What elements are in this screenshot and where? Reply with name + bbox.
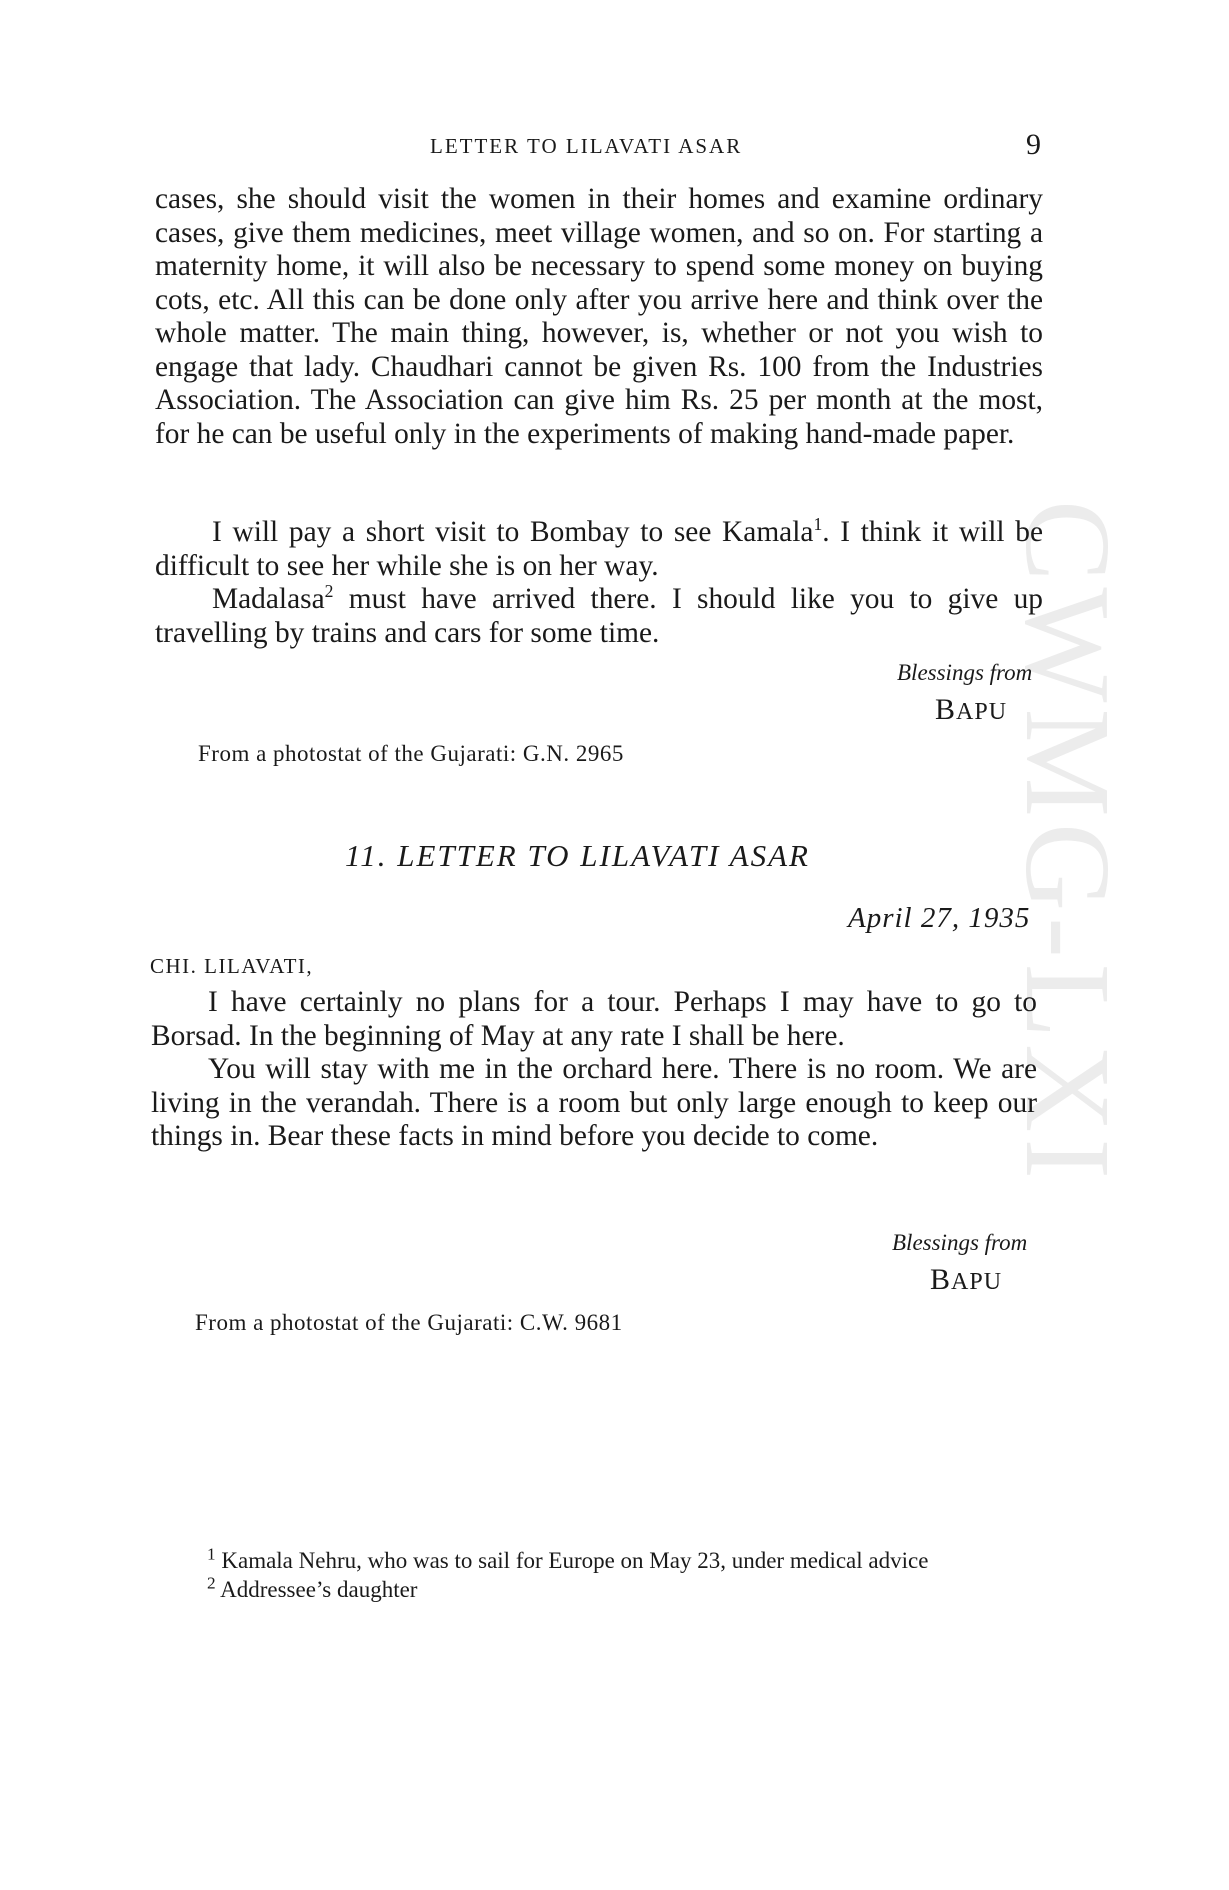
footnote-1 [149,1546,1036,1575]
footnote-text: Kamala Nehru, who was to sail for Europe on May 23, under medical advice [221,1548,929,1573]
letter11-source: From a photostat of the Gujarati: C.W. 9681 [195,1310,623,1335]
footnotes [149,1546,1036,1604]
footnote-marker: 2 [324,581,334,602]
paragraph-text: must have arrived there. I should like you to give up travelling by trains and cars for some time. [155,583,1043,649]
footnote-text: Addressee’s daughter [220,1577,418,1602]
letter11-paragraph-2: You will stay with me in the orchard here. There is no room. We are living in the verandah. There is a room but only large enough to keep our things in. Bear these facts in mind before you decide to come. [151,1053,1037,1152]
letter11-salutation: CHI. LILAVATI, [150,954,314,978]
letter10-body [155,516,1043,650]
letter10-signature [935,693,1007,727]
letter10-source: From a photostat of the Gujarati: G.N. 2965 [198,741,624,766]
paragraph-text: cases, she should visit the women in their homes and examine ordinary cases, give them medicines, meet village women, and so on. For starting a maternity home, it will also be necessary to spend some money on buying cots, etc. All this can be done only after you arrive here and think over the whole matter. The main thing, however, is, whether or not you wish to engage that lady. Chaudhari cannot be given Rs. 100 from the Industries Association. The Association can give him Rs. 25 per month at the most, for he can be useful only in the experiments of making hand-made paper. [155,183,1043,450]
letter11-date: April 27, 1935 [848,902,1031,934]
footnote-number: 2 [207,1573,216,1593]
footnote-2 [149,1575,1036,1604]
signature-initial: B [930,1263,952,1296]
letter10-paragraph-1 [155,183,1043,451]
letter10-paragraph-2 [155,516,1043,583]
paragraph-text: I will pay a short visit to Bombay to see Kamala [212,516,814,548]
paragraph-text: . I think it will be difficult to see her while she is on her way. [155,516,1043,582]
letter11-blessings: Blessings from [892,1230,1028,1255]
running-title: LETTER TO LILAVATI ASAR [430,134,743,158]
letter11-paragraph-1: I have certainly no plans for a tour. Perhaps I may have to go to Borsad. In the beginning of May at any rate I shall be here. [151,986,1037,1052]
letter11-body [151,986,1037,1154]
signature-rest: APU [956,699,1008,725]
letter10-paragraph-3 [155,583,1043,650]
letter11-signature [930,1263,1002,1297]
page-number: 9 [1026,128,1041,161]
footnote-number: 1 [207,1544,216,1564]
watermark: CWMG-LXI [1000,500,1135,1185]
signature-initial: B [935,693,957,726]
letter10-blessings: Blessings from [897,660,1033,685]
footnote-marker: 1 [813,514,823,535]
signature-rest: APU [951,1269,1003,1295]
paragraph-text: Madalasa [212,583,325,615]
letter11-heading: 11. LETTER TO LILAVATI ASAR [345,838,810,873]
